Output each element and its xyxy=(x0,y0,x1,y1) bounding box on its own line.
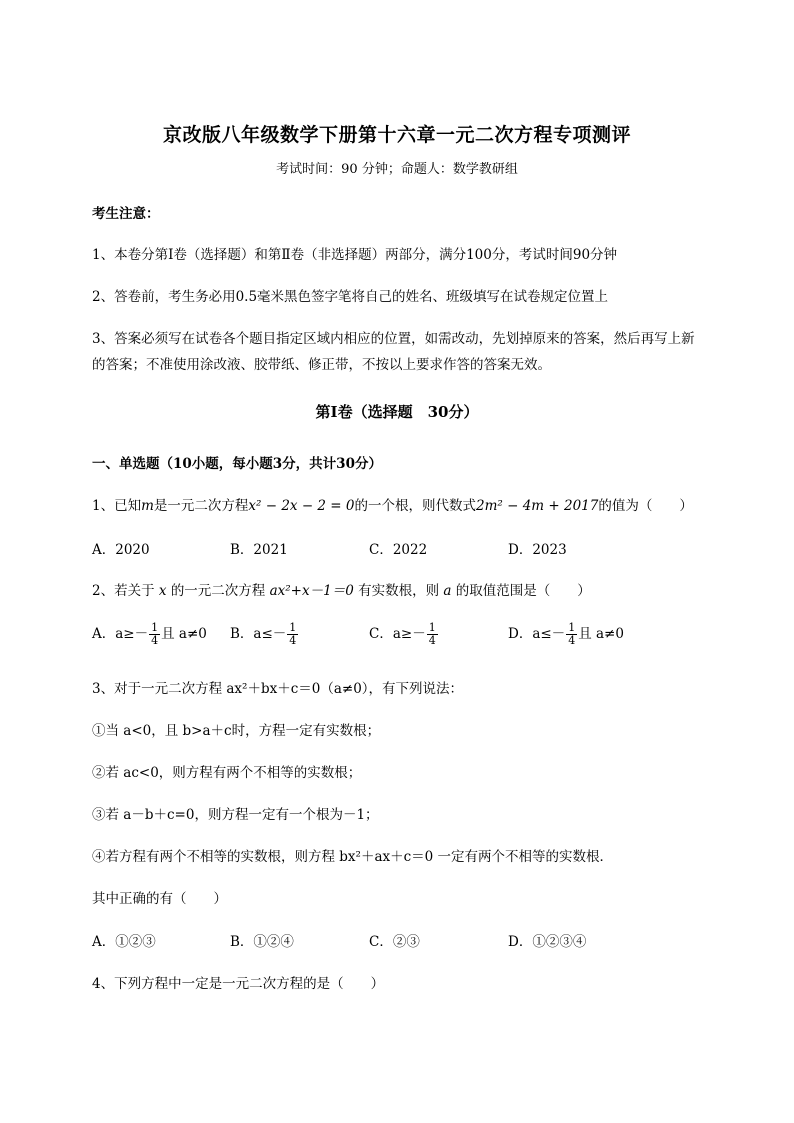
q1-option-b[interactable]: B．2021 xyxy=(230,542,288,558)
notice-item-1: 1、本卷分第I卷（选择题）和第Ⅱ卷（非选择题）两部分，满分100分，考试时间90分钟 xyxy=(92,247,618,263)
q3-option-d[interactable]: D．①②③④ xyxy=(508,934,587,950)
question-1: 1、已知m是一元二次方程x² − 2x − 2 = 0的一个根，则代数式2m² − 4m + 2017的值为（ ） xyxy=(92,498,693,514)
q3-option-c[interactable]: C．②③ xyxy=(369,934,420,950)
q3-statement-3: ③若 a－b＋c=0，则方程一定有一个根为－1； xyxy=(92,807,379,823)
question-2: 2、若关于 x 的一元二次方程 ax²+x－1＝0 有实数根，则 a 的取值范围是（ ） xyxy=(92,583,591,599)
q1-option-a[interactable]: A．2020 xyxy=(92,542,150,558)
q3-ask: 其中正确的有（ ） xyxy=(92,891,227,907)
part-title: 一、单选题（10小题，每小题3分，共计30分） xyxy=(92,456,382,472)
q3-statement-1: ①当 a<0，且 b>a＋c时，方程一定有实数根； xyxy=(92,723,381,739)
q3-option-a[interactable]: A．①②③ xyxy=(92,934,156,950)
q3-statement-2: ②若 ac<0，则方程有两个不相等的实数根； xyxy=(92,765,362,781)
fraction: $\frac{1}{4}$ xyxy=(428,621,436,647)
exam-title: 京改版八年级数学下册第十六章一元二次方程专项测评 xyxy=(162,124,631,146)
question-4: 4、下列方程中一定是一元二次方程的是（ ） xyxy=(92,976,385,992)
q3-statement-4: ④若方程有两个不相等的实数根，则方程 bx²＋ax＋c＝0 一定有两个不相等的实数根． xyxy=(92,849,614,865)
q2-option-c[interactable]: C．a≥－ $\frac{1}{4}$ xyxy=(369,621,436,647)
notice-item-3: 3、答案必须写在试卷各个题目指定区域内相应的位置，如需改动，先划掉原来的答案，然后再写上新 xyxy=(92,331,695,347)
q1-option-d[interactable]: D．2023 xyxy=(508,542,567,558)
q3-option-b[interactable]: B．①②④ xyxy=(230,934,294,950)
q2-option-b[interactable]: B．a≤－ $\frac{1}{4}$ xyxy=(230,621,297,647)
notice-heading: 考生注意： xyxy=(92,206,160,222)
fraction: $\frac{1}{4}$ xyxy=(151,621,159,647)
question-3: 3、对于一元二次方程 ax²＋bx＋c＝0（a≠0），有下列说法： xyxy=(92,681,464,697)
q2-option-d[interactable]: D．a≤－ $\frac{1}{4}$ 且 a≠0 xyxy=(508,621,624,647)
notice-item-2: 2、答卷前，考生务必用0.5毫米黑色签字笔将自己的姓名、班级填写在试卷规定位置上 xyxy=(92,289,609,305)
q1-option-c[interactable]: C．2022 xyxy=(369,542,428,558)
exam-subtitle: 考试时间：90 分钟；命题人：数学教研组 xyxy=(276,162,518,177)
fraction: $\frac{1}{4}$ xyxy=(568,621,576,647)
section-title: 第I卷（选择题 30分） xyxy=(315,403,479,421)
notice-item-3-cont: 的答案；不准使用涂改液、胶带纸、修正带，不按以上要求作答的答案无效。 xyxy=(92,357,551,373)
fraction: $\frac{1}{4}$ xyxy=(289,621,297,647)
q2-option-a[interactable]: A．a≥－ $\frac{1}{4}$ 且 a≠0 xyxy=(92,621,207,647)
